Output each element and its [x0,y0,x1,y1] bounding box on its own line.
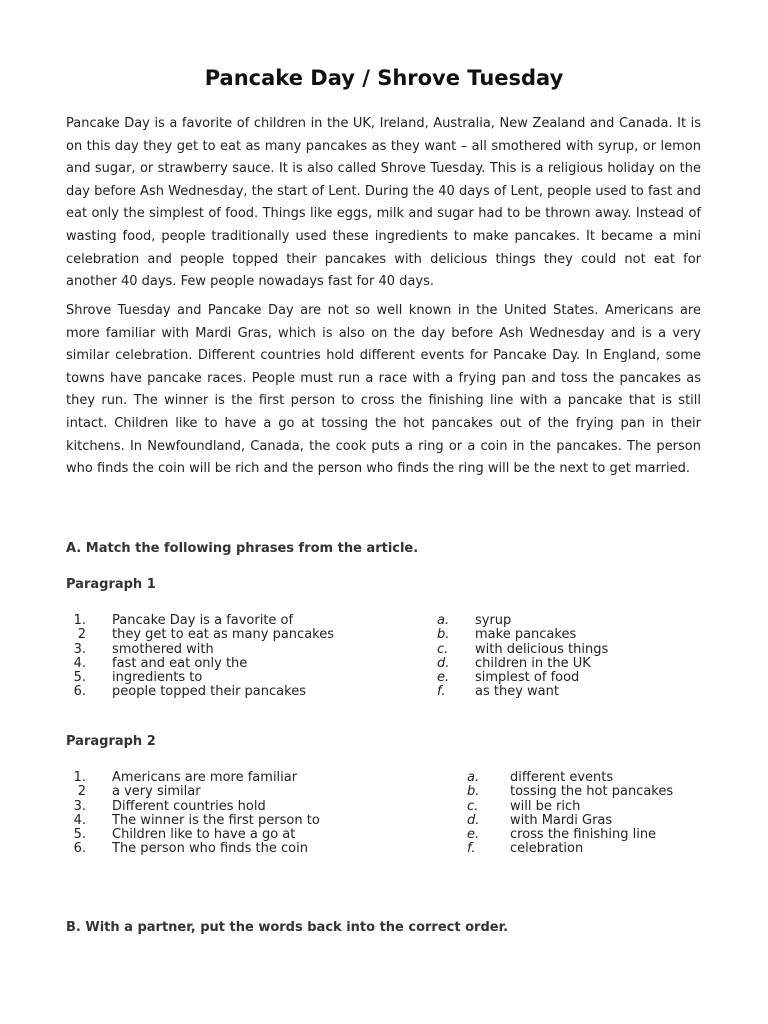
match-text: tossing the hot pancakes [510,784,674,800]
item-letter: e. [437,670,450,686]
phrase-text: smothered with [112,641,214,657]
paragraph-2-label: Paragraph 2 [66,734,156,749]
match-text: will be rich [510,798,581,814]
item-number: 1. [73,613,86,628]
match-text: with delicious things [475,641,609,657]
item-letter: c. [467,798,479,814]
match-text: simplest of food [475,670,580,686]
item-number: 6. [73,684,86,700]
item-letter: d. [437,655,450,671]
item-number: 5. [73,827,86,843]
item-letter: b. [467,784,480,800]
item-number: 6. [73,841,86,857]
match-text: celebration [510,841,584,857]
item-letter: f. [437,684,446,700]
phrase-text: ingredients to [112,670,203,686]
phrase-text: Different countries hold [112,798,266,814]
section-b-heading: B. With a partner, put the words back into the correct order. [66,920,509,935]
phrase-text: a very similar [112,784,201,800]
item-number: 3. [73,641,86,657]
phrase-text: Children like to have a go at [112,827,296,843]
phrase-text: people topped their pancakes [112,684,306,700]
item-number: 2 [77,627,86,643]
phrase-text: Pancake Day is a favorite of [112,613,294,628]
item-number: 4. [73,812,86,828]
item-number: 5. [73,670,86,686]
item-number: 4. [73,655,86,671]
item-letter: a. [437,613,450,628]
item-letter: b. [437,627,450,643]
phrase-text: fast and eat only the [112,655,248,671]
page-title: Pancake Day / Shrove Tuesday [204,66,564,90]
item-letter: f. [467,841,476,857]
match-text: children in the UK [475,655,591,671]
article-paragraph-2: Shrove Tuesday and Pancake Day are not so well known in the United States. Americans are more familiar with Mardi Gras, which is also on the day before Ash Wednesday and is a very similar celebration. Different countries hold different events for Pancake Day. In England, some towns have pancake races. People must run a race with a frying pan and toss the pancakes as they run. The winner is the first person to cross the finishing line with a pancake that is still intact. Children like to have a go at tossing the hot pancakes out of the frying pan in their kitchens. In Newfoundland, Canada, the cook puts a ring or a coin in the pancakes. The person who finds the coin will be rich and the person who finds the ring will be the next to get married. [66,303,701,477]
match-text: make pancakes [475,627,577,643]
article-paragraph-1: Pancake Day is a favorite of children in the UK, Ireland, Australia, New Zealand and Canada. It is on this day they get to eat as many pancakes as they want – all smothered with syrup, or lemon and sugar, or strawberry sauce. It is also called Shrove Tuesday. This is a religious holiday on the day before Ash Wednesday, the start of Lent. During the 40 days of Lent, people used to fast and eat only the simplest of food. Things like eggs, milk and sugar had to be thrown away. Instead of wasting food, people traditionally used these ingredients to make pancakes. It became a mini celebration and people topped their pancakes with delicious things they could not eat for another 40 days. Few people nowadays fast for 40 days. [66,116,701,290]
match-text: with Mardi Gras [510,812,613,828]
item-letter: d. [467,812,480,828]
item-letter: e. [467,827,480,843]
phrase-text: The winner is the first person to [112,812,320,828]
paragraph-1-label: Paragraph 1 [66,577,156,592]
item-letter: a. [467,770,480,785]
item-letter: c. [437,641,449,657]
item-number: 2 [77,784,86,800]
match-text: different events [510,770,614,785]
match-text: as they want [475,684,559,700]
section-a-heading: A. Match the following phrases from the article. [66,541,419,556]
item-number: 3. [73,798,86,814]
phrase-text: Americans are more familiar [112,770,298,785]
match-text: syrup [475,613,512,628]
phrase-text: they get to eat as many pancakes [112,627,334,643]
item-number: 1. [73,770,86,785]
phrase-text: The person who finds the coin [112,841,308,857]
match-text: cross the finishing line [510,827,657,843]
